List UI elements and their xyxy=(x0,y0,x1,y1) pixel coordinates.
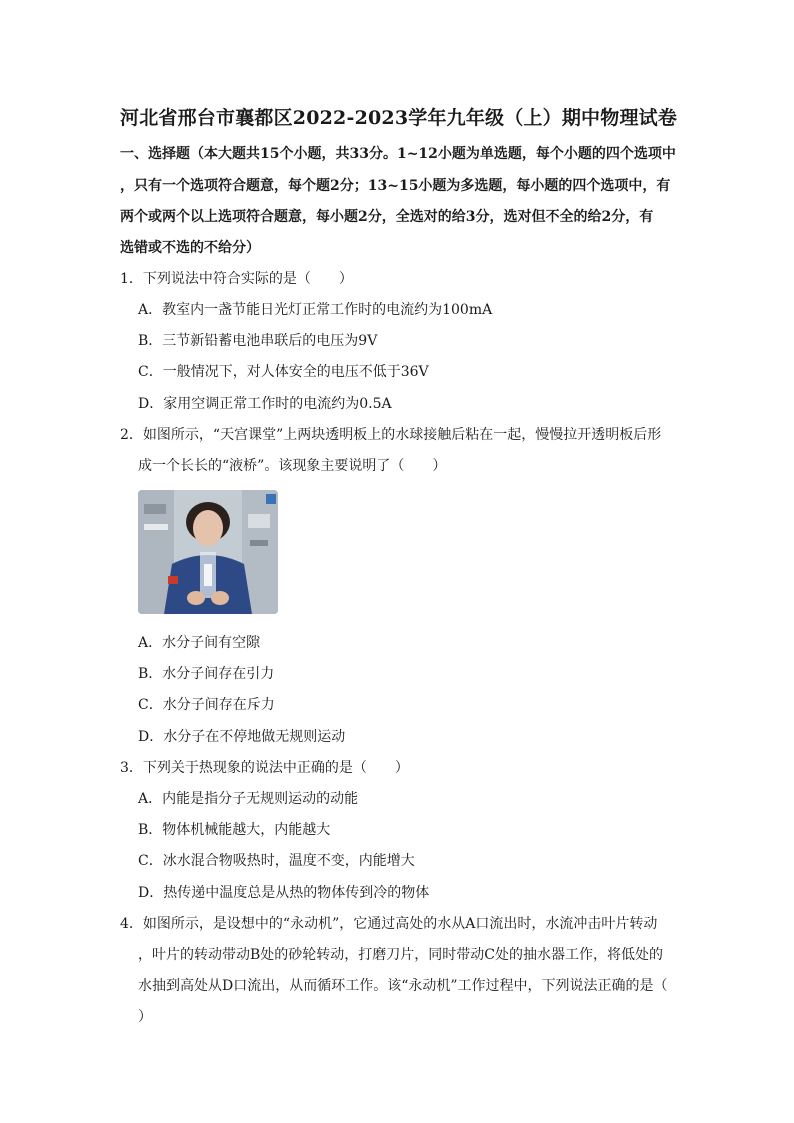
question-3-option-d: D．热传递中温度总是从热的物体传到冷的物体 xyxy=(138,885,430,901)
section-instruction-line: ，只有一个选项符合题意，每个题2分；13~15小题为多选题，每小题的四个选项中，有 xyxy=(120,178,671,194)
question-2-option-d: D．水分子在不停地做无规则运动 xyxy=(138,729,346,745)
question-4-stem: ） xyxy=(138,1009,152,1025)
question-4-stem: 4．如图所示，是设想中的“永动机”，它通过高处的水从A口流出时，水流冲击叶片转动 xyxy=(120,916,658,932)
question-1-option-b: B．三节新铅蓄电池串联后的电压为9V xyxy=(138,333,378,349)
question-1-option-a: A．教室内一盏节能日光灯正常工作时的电流约为100mA xyxy=(138,302,493,318)
section-instruction-line: 选错或不选的不给分） xyxy=(120,240,260,256)
liquid-bridge-photo xyxy=(138,490,278,614)
question-2-stem: 2．如图所示，“天宫课堂”上两块透明板上的水球接触后粘在一起，慢慢拉开透明板后形 xyxy=(120,427,662,443)
question-3-option-b: B．物体机械能越大，内能越大 xyxy=(138,822,331,838)
section-instruction-line: 两个或两个以上选项符合题意，每小题2分，全选对的给3分，选对但不全的给2分，有 xyxy=(120,209,654,225)
question-4-stem: 水抽到高处从D口流出，从而循环工作。该“永动机”工作过程中，下列说法正确的是（ xyxy=(138,978,668,994)
question-2-option-c: C．水分子间存在斥力 xyxy=(138,697,275,713)
question-3-option-a: A．内能是指分子无规则运动的动能 xyxy=(138,791,359,807)
question-1-option-d: D．家用空调正常工作时的电流约为0.5A xyxy=(138,396,392,412)
question-3-option-c: C．冰水混合物吸热时，温度不变，内能增大 xyxy=(138,853,415,869)
question-4-stem: ，叶片的转动带动B处的砂轮转动，打磨刀片，同时带动C处的抽水器工作，将低处的 xyxy=(138,947,663,963)
question-2-stem: 成一个长长的“液桥”。该现象主要说明了（ ） xyxy=(138,458,447,474)
question-1-stem: 1．下列说法中符合实际的是（ ） xyxy=(120,271,353,287)
question-3-stem: 3．下列关于热现象的说法中正确的是（ ） xyxy=(120,760,409,776)
section-instruction-line: 一、选择题（本大题共15个小题，共33分。1~12小题为单选题，每个小题的四个选项中 xyxy=(120,146,676,162)
question-1-option-c: C．一般情况下，对人体安全的电压不低于36V xyxy=(138,364,429,380)
question-2-option-b: B．水分子间存在引力 xyxy=(138,666,275,682)
exam-title: 河北省邢台市襄都区2022-2023学年九年级（上）期中物理试卷 xyxy=(120,107,678,129)
question-2-option-a: A．水分子间有空隙 xyxy=(138,635,261,651)
astronaut-illustration xyxy=(138,490,278,614)
